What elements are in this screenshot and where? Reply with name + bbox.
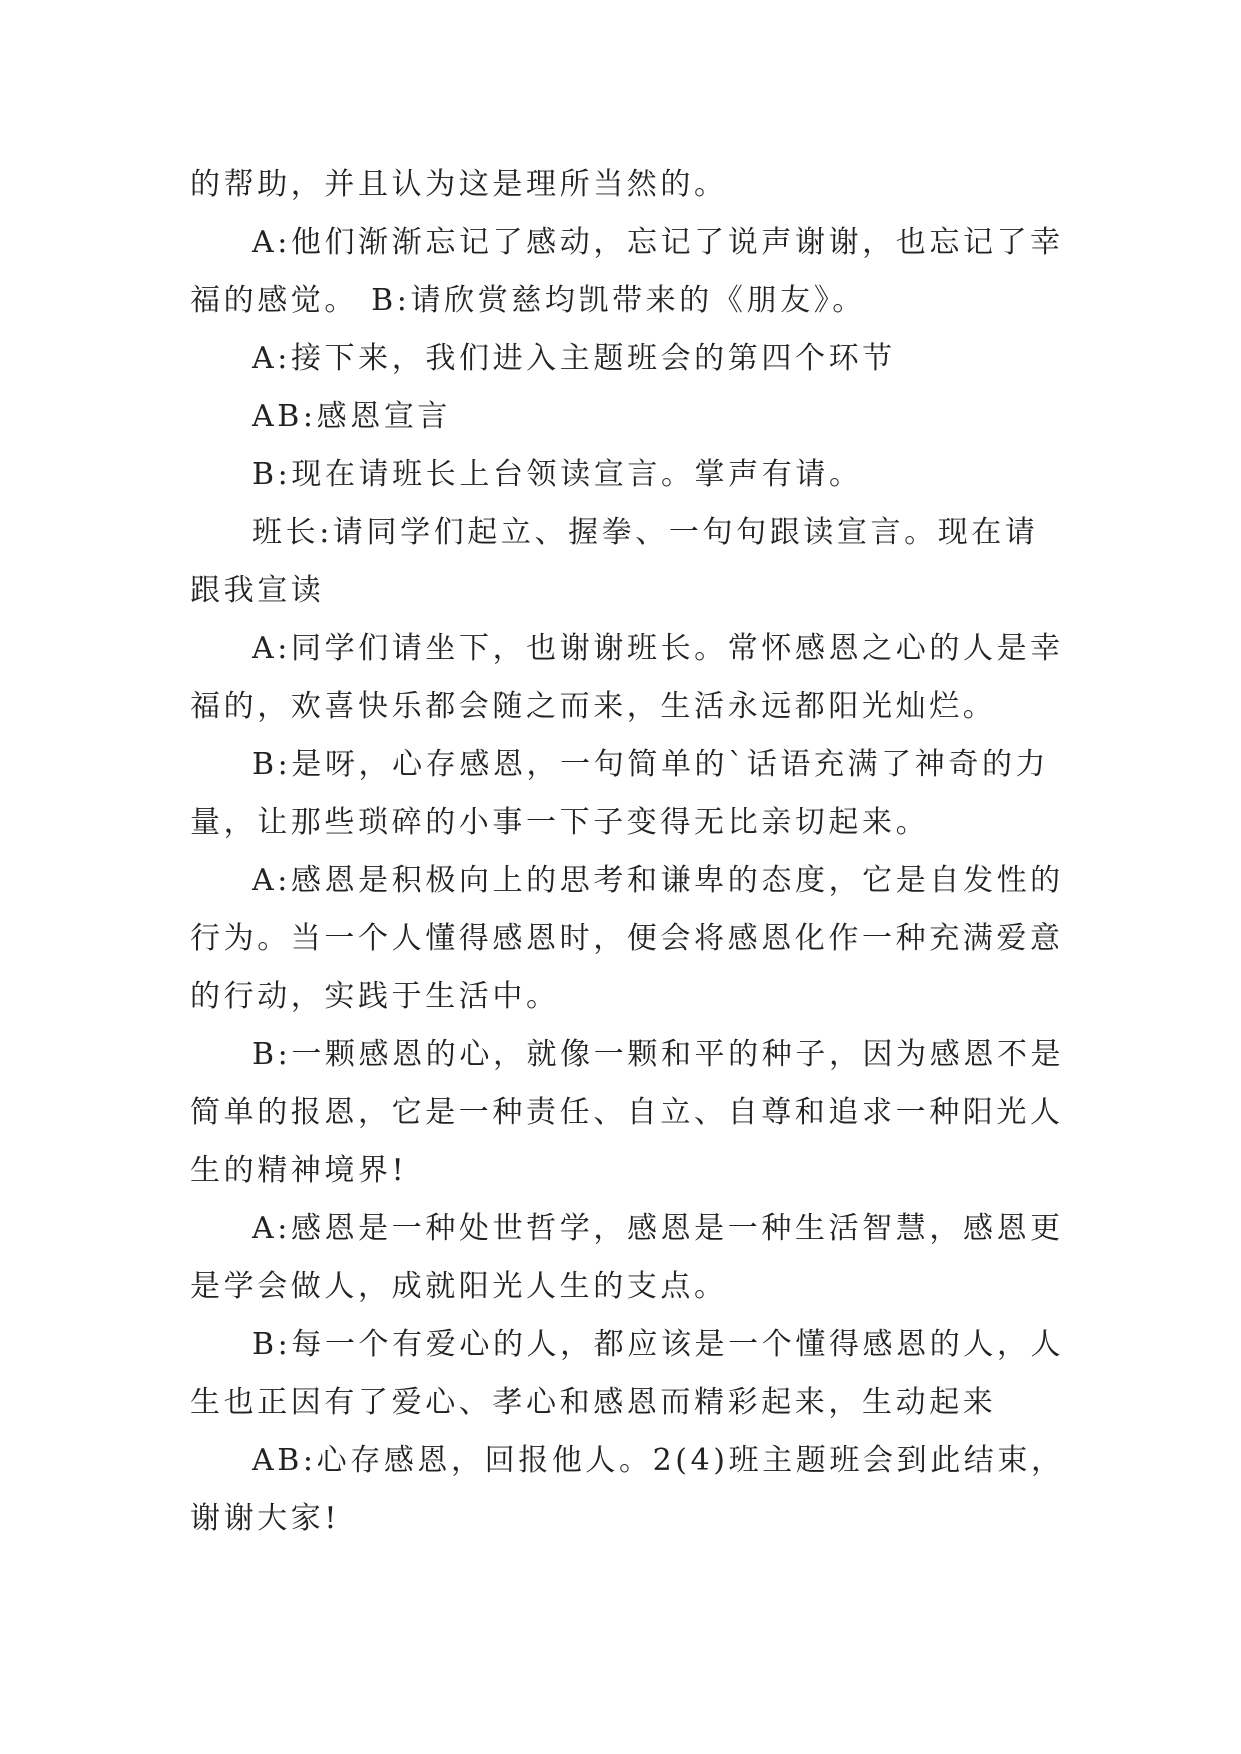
text-line: B:现在请班长上台领读宣言。掌声有请。 — [252, 457, 863, 492]
text-line: 是学会做人，成就阳光人生的支点。 — [190, 1269, 728, 1304]
text-line: A:他们渐渐忘记了感动，忘记了说声谢谢，也忘记了幸 — [252, 225, 1064, 260]
text-line: B:每一个有爱心的人，都应该是一个懂得感恩的人，人 — [252, 1327, 1065, 1362]
text-line: 福的感觉。 B:请欣赏慈均凯带来的《朋友》。 — [190, 283, 866, 318]
text-line: 班长:请同学们起立、握拳、一句句跟读宣言。现在请 — [252, 515, 1039, 550]
text-line: 生的精神境界! — [190, 1153, 408, 1188]
text-line: 的行动，实践于生活中。 — [190, 979, 560, 1014]
text-line: 的帮助，并且认为这是理所当然的。 — [190, 167, 728, 202]
text-line: A:接下来，我们进入主题班会的第四个环节 — [252, 341, 896, 376]
text-line: A:感恩是一种处世哲学，感恩是一种生活智慧，感恩更 — [252, 1211, 1064, 1246]
text-line: A:感恩是积极向上的思考和谦卑的态度，它是自发性的 — [252, 863, 1064, 898]
text-line: 量，让那些琐碎的小事一下子变得无比亲切起来。 — [190, 805, 930, 840]
text-line: B:是呀，心存感恩，一句简单的`话语充满了神奇的力 — [252, 747, 1050, 782]
text-line: 生也正因有了爱心、孝心和感恩而精彩起来，生动起来 — [190, 1385, 997, 1420]
text-line: AB:感恩宣言 — [252, 399, 452, 434]
text-line: 谢谢大家! — [190, 1501, 341, 1536]
text-line: 福的，欢喜快乐都会随之而来，生活永远都阳光灿烂。 — [190, 689, 997, 724]
text-line: 行为。当一个人懂得感恩时，便会将感恩化作一种充满爱意 — [190, 921, 1064, 956]
text-line: AB:心存感恩，回报他人。2(4)班主题班会到此结束， — [252, 1443, 1065, 1478]
text-line: 跟我宣读 — [190, 573, 325, 608]
text-line: 简单的报恩，它是一种责任、自立、自尊和追求一种阳光人 — [190, 1095, 1064, 1130]
text-line: A:同学们请坐下，也谢谢班长。常怀感恩之心的人是幸 — [252, 631, 1064, 666]
text-line: B:一颗感恩的心，就像一颗和平的种子，因为感恩不是 — [252, 1037, 1065, 1072]
